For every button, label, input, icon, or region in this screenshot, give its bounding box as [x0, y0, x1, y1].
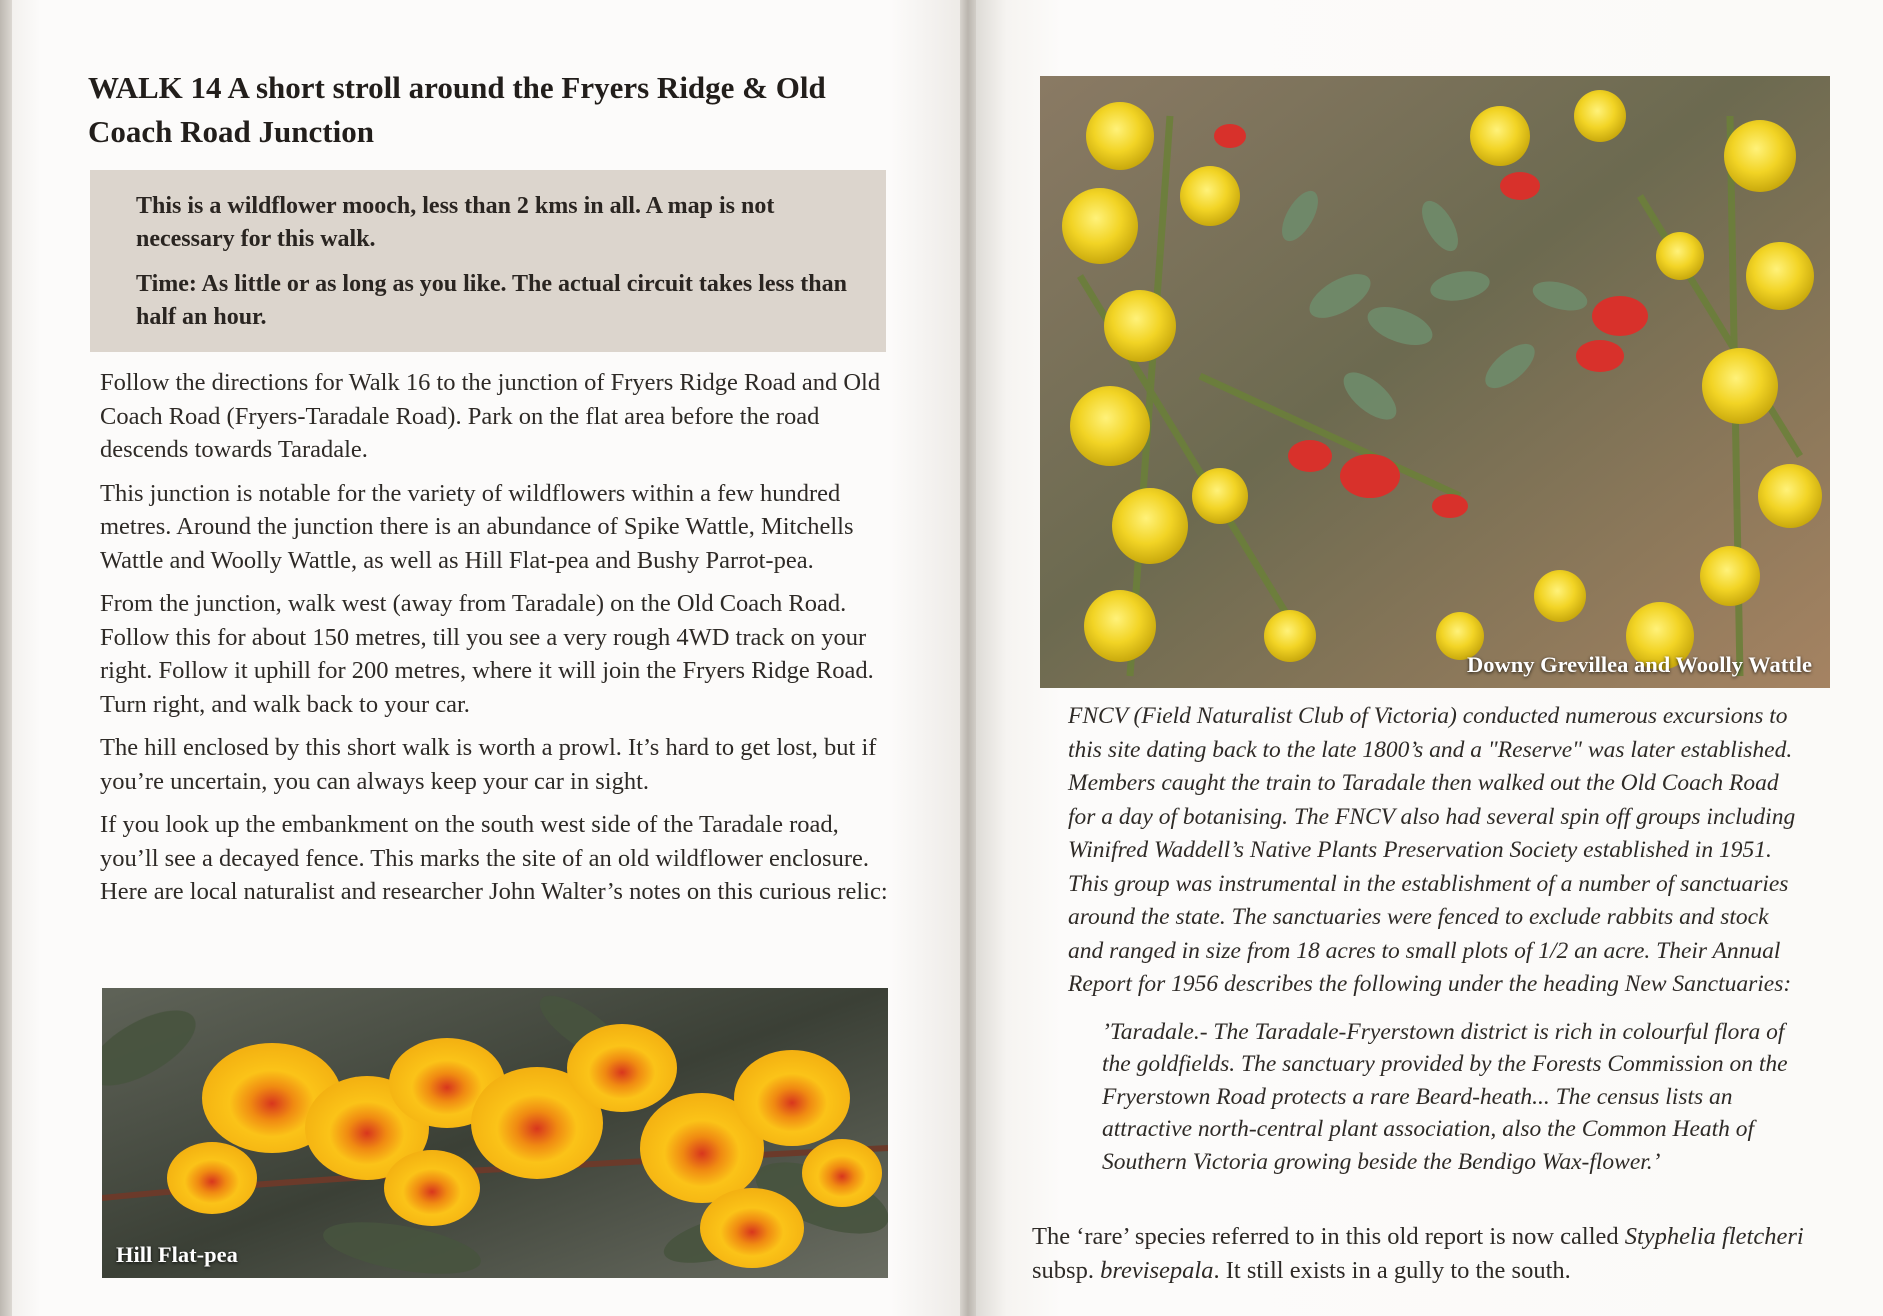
hill-flat-pea-caption: Hill Flat-pea	[116, 1242, 238, 1267]
paragraph-enclosure: If you look up the embankment on the south west side of the Taradale road, you’ll see a decayed fence. This marks the site of an old wildflower enclosure. Here are local naturalist and researcher John Walter’s notes on this curious relic:	[100, 811, 888, 905]
info-box	[90, 170, 886, 352]
paragraph-route: From the junction, walk west (away from Taradale) on the Old Coach Road. Follow this for about 150 metres, till you see a very rough 4WD track on your right. Follow it uphill for 200 metres, where it will join the Fryers Ridge Road. Turn right, and walk back to your car.	[100, 590, 874, 718]
grevillea-wattle-illustration	[1040, 76, 1830, 688]
grevillea-wattle-caption: Downy Grevillea and Woolly Wattle	[1466, 652, 1812, 677]
paragraph-directions: Follow the directions for Walk 16 to the junction of Fryers Ridge Road and Old Coach Road (Fryers-Taradale Road). Park on the flat area before the road descends towards Taradale.	[100, 369, 881, 463]
closing-text-2: subsp.	[1032, 1256, 1101, 1284]
left-body-text	[100, 366, 890, 919]
species-name: Styphelia fletcheri	[1624, 1223, 1804, 1250]
right-body-text	[1068, 700, 1798, 1178]
grevillea-wattle-photo	[1040, 76, 1830, 688]
paragraph-hill: The hill enclosed by this short walk is worth a prowl. It’s hard to get lost, but if you’re uncertain, you can always keep your car in sight.	[100, 734, 877, 795]
left-book-edge	[0, 0, 12, 1316]
book-spine	[960, 0, 976, 1316]
hill-flat-pea-photo	[102, 988, 888, 1278]
hill-flat-pea-illustration	[102, 988, 888, 1278]
closing-text-1: The ‘rare’ species referred to in this old report is now called	[1032, 1223, 1625, 1250]
annual-report-quote: ’Taradale.- The Taradale-Fryerstown district is rich in colourful flora of the goldfields. The sanctuary provided by the Forests Commission on the Fryerstown Road protects a rare Beard-heath... The census lists an attractive north-central plant association, also the Common Heath of Southern Victoria growing beside the Bendigo Wax-flower.’	[1102, 1018, 1788, 1175]
walk-title: WALK 14 A short stroll around the Fryers Ridge & Old Coach Road Junction	[88, 70, 826, 149]
info-time: Time: As little or as long as you like. The actual circuit takes less than half an hour.	[136, 271, 847, 330]
paragraph-junction: This junction is notable for the variety of wildflowers within a few hundred metres. Around the junction there is an abundance of Spike Wattle, Mitchells Wattle and Woolly Wattle, as well as Hill Flat-pea and Bushy Parrot-pea.	[100, 479, 854, 574]
closing-text-3: . It still exists in a gully to the south.	[1213, 1256, 1571, 1284]
closing-paragraph	[1032, 1220, 1832, 1287]
info-distance: This is a wildflower mooch, less than 2 kms in all. A map is not necessary for this walk.	[136, 193, 775, 252]
subspecies-name: brevisepala	[1100, 1256, 1214, 1284]
fncv-paragraph: FNCV (Field Naturalist Club of Victoria) conducted numerous excursions to this site dating back to the late 1800’s and a "Reserve" was later established. Members caught the train to Taradale then walked out the Old Coach Road for a day of botanising. The FNCV also had several spin off groups including Winifred Waddell’s Native Plants Preservation Society established in 1951. This group was instrumental in the establishment of a number of sanctuaries around the state. The sanctuaries were fenced to exclude rabbits and stock and ranged in size from 18 acres to small plots of 1/2 an acre. Their Annual Report for 1956 describes the following under the heading New Sanctuaries:	[1068, 703, 1796, 997]
